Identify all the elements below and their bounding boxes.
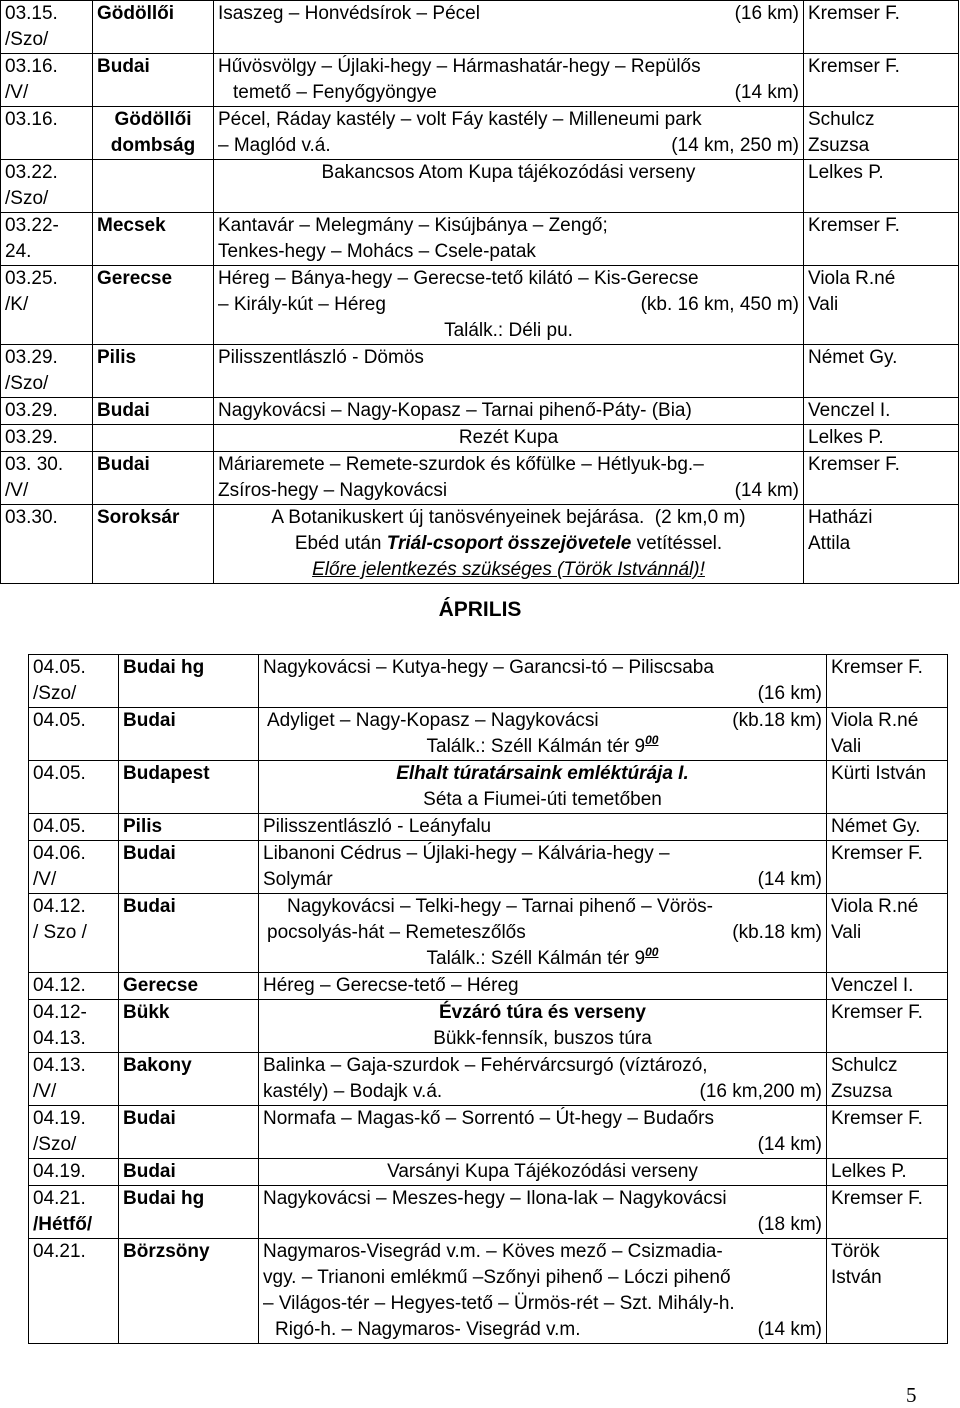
area-cell: Bakony [119,1053,259,1106]
area-cell: Gerecse [119,973,259,1000]
route-cell: Nagykovácsi – Kutya-hegy – Garancsi-tó – Piliscsaba (16 km) [259,655,827,708]
route-cell: Normafa – Magas-kő – Sorrentó – Út-hegy – Budaőrs (14 km) [259,1106,827,1159]
area-cell: Budai [119,1159,259,1186]
area-cell: Budai [119,894,259,973]
area-cell: Budai hg [119,655,259,708]
leader-cell: Kremser F. [827,1106,948,1159]
table-row [1,398,959,425]
area-cell [93,425,214,452]
table-row [29,761,948,814]
leader-cell: Kremser F. [804,213,959,266]
leader-cell: Német Gy. [827,814,948,841]
table-row [1,266,959,345]
leader-cell: Schulcz Zsuzsa [804,107,959,160]
route-cell: Libanoni Cédrus – Újlaki-hegy – Kálvária-hegy – Solymár (14 km) [259,841,827,894]
table-row [1,54,959,107]
date-cell: 03.22. /Szo/ [1,160,93,213]
date-cell: 04.19. /Szo/ [29,1106,119,1159]
date-cell: 04.06. /V/ [29,841,119,894]
date-cell: 04.12- 04.13. [29,1000,119,1053]
area-cell: Bükk [119,1000,259,1053]
table-row [29,814,948,841]
table-row [1,452,959,505]
route-cell: Nagykovácsi – Meszes-hegy – Ilona-lak – Nagykovácsi (18 km) [259,1186,827,1239]
area-cell: Soroksár [93,505,214,584]
date-cell: 03.16. [1,107,93,160]
route-cell: Nagykovácsi – Telki-hegy – Tarnai pihenő – Vörös- pocsolyás-hát – Remeteszőlős (kb.18 km) Találk.: Széll Kálmán tér $9^{00}$ [259,894,827,973]
leader-cell: Viola R.né Vali [827,708,948,761]
route-cell: Isaszeg – Honvédsírok – Pécel (16 km) [214,1,804,54]
route-cell: Nagymaros-Visegrád v.m. – Köves mező – Csizmadia- vgy. – Trianoni emlékmű –Szőnyi pihenő – Lóczi pihenő – Világos-tér – Hegyes-tető – Ürmös-rét – Szt. Mihály-h. Rigó-h. – Nagymaros- Visegrád v.m. (14 km) [259,1239,827,1344]
date-cell: 03.15. /Szo/ [1,1,93,54]
date-cell: 04.05. [29,814,119,841]
area-cell: Budapest [119,761,259,814]
march-schedule-table [0,0,959,584]
leader-cell: Hatházi Attila [804,505,959,584]
table-row [1,345,959,398]
leader-cell: Kremser F. [827,655,948,708]
leader-cell: Kürti István [827,761,948,814]
date-cell: 04.12. / Szo / [29,894,119,973]
date-cell: 03.22- 24. [1,213,93,266]
area-cell: Budai [93,452,214,505]
page-number: 5 [906,1383,917,1407]
april-schedule-table [28,654,948,1344]
leader-cell: Török István [827,1239,948,1344]
leader-cell: Kremser F. [804,1,959,54]
table-row [1,1,959,54]
date-cell: 03.25. /K/ [1,266,93,345]
table-row [29,1159,948,1186]
leader-cell: Lelkes P. [804,160,959,213]
date-cell: 04.05. /Szo/ [29,655,119,708]
table-row [29,1106,948,1159]
area-cell: Pilis [119,814,259,841]
area-cell: Gerecse [93,266,214,345]
leader-cell: Venczel I. [827,973,948,1000]
leader-cell: Viola R.né Vali [827,894,948,973]
table-row [1,160,959,213]
date-cell: 03.29. [1,425,93,452]
area-cell [93,160,214,213]
table-row [29,973,948,1000]
date-cell: 04.19. [29,1159,119,1186]
section-heading-april: ÁPRILIS [438,598,522,621]
route-cell: Máriaremete – Remete-szurdok és kőfülke – Hétlyuk-bg.– Zsíros-hegy – Nagykovácsi (14 km) [214,452,804,505]
date-cell: 03.30. [1,505,93,584]
table-row [29,708,948,761]
date-cell: 04.13. /V/ [29,1053,119,1106]
table-row [29,841,948,894]
date-cell: 04.21. /Hétfő/ [29,1186,119,1239]
area-cell: Gödöllői [93,1,214,54]
date-cell: 03.29. [1,398,93,425]
route-cell: Héreg – Gerecse-tető – Héreg [259,973,827,1000]
table-row [29,1000,948,1053]
table-row [1,425,959,452]
route-cell: Héreg – Bánya-hegy – Gerecse-tető kilátó – Kis-Gerecse – Király-kút – Héreg (kb. 16 km, 450 m) Találk.: Déli pu. [214,266,804,345]
table-row [29,1186,948,1239]
area-cell: Budai [119,841,259,894]
route-cell: Hűvösvölgy – Újlaki-hegy – Hármashatár-hegy – Repülős temető – Fenyőgyöngye (14 km) [214,54,804,107]
area-cell: Budai [119,1106,259,1159]
route-cell: Pilisszentlászló - Leányfalu [259,814,827,841]
leader-cell: Kremser F. [827,1186,948,1239]
table-row [1,213,959,266]
leader-cell: Kremser F. [827,1000,948,1053]
area-cell: Gödöllői dombság [93,107,214,160]
date-cell: 04.05. [29,708,119,761]
area-cell: Budai [119,708,259,761]
leader-cell: Lelkes P. [827,1159,948,1186]
route-cell: Balinka – Gaja-szurdok – Fehérvárcsurgó (víztározó, kastély) – Bodajk v.á. (16 km,200 m) [259,1053,827,1106]
leader-cell: Venczel I. [804,398,959,425]
area-cell: Pilis [93,345,214,398]
area-cell: Mecsek [93,213,214,266]
date-cell: 04.21. [29,1239,119,1344]
date-cell: 03. 30. /V/ [1,452,93,505]
date-cell: 04.05. [29,761,119,814]
leader-cell: Német Gy. [804,345,959,398]
area-cell: Budai [93,398,214,425]
route-cell: Adyliget – Nagy-Kopasz – Nagykovácsi (kb.18 km) Találk.: Széll Kálmán tér $9^{00}$ [259,708,827,761]
leader-cell: Kremser F. [804,452,959,505]
leader-cell: Lelkes P. [804,425,959,452]
table-row [1,107,959,160]
table-row [29,1053,948,1106]
leader-cell: Kremser F. [804,54,959,107]
route-cell: Varsányi Kupa Tájékozódási verseny [259,1159,827,1186]
route-cell: Rezét Kupa [214,425,804,452]
area-cell: Börzsöny [119,1239,259,1344]
route-cell: Pilisszentlászló - Dömös [214,345,804,398]
table-row [29,655,948,708]
area-cell: Budai hg [119,1186,259,1239]
date-cell: 03.29. /Szo/ [1,345,93,398]
route-cell: Évzáró túra és verseny Bükk-fennsík, buszos túra [259,1000,827,1053]
table-row [29,1239,948,1344]
leader-cell: Kremser F. [827,841,948,894]
route-cell: Pécel, Ráday kastély – volt Fáy kastély – Milleneumi park – Maglód v.á. (14 km, 250 m) [214,107,804,160]
date-cell: 03.16. /V/ [1,54,93,107]
date-cell: 04.12. [29,973,119,1000]
route-cell: Nagykovácsi – Nagy-Kopasz – Tarnai pihenő-Páty- (Bia) [214,398,804,425]
leader-cell: Schulcz Zsuzsa [827,1053,948,1106]
route-cell: Kantavár – Melegmány – Kisújbánya – Zengő; Tenkes-hegy – Mohács – Csele-patak [214,213,804,266]
route-cell: A Botanikuskert új tanösvényeinek bejárása. (2 km,0 m) Ebéd után Triál-csoport összejövetele vetítéssel. Előre jelentkezés szükséges (Török Istvánnál)! [214,505,804,584]
leader-cell: Viola R.né Vali [804,266,959,345]
table-row [29,894,948,973]
route-cell: Bakancsos Atom Kupa tájékozódási verseny [214,160,804,213]
area-cell: Budai [93,54,214,107]
route-cell: Elhalt túratársaink emléktúrája I. Séta a Fiumei-úti temetőben [259,761,827,814]
table-row [1,505,959,584]
